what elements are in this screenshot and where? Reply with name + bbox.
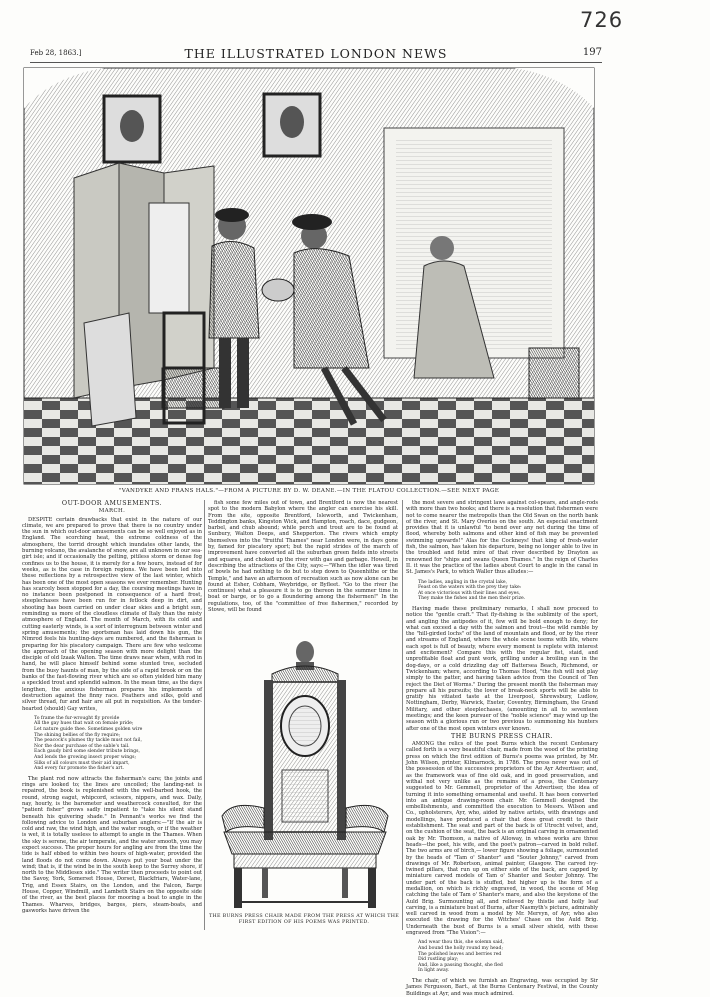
- newspaper-title: THE ILLUSTRATED LONDON NEWS: [184, 46, 448, 61]
- article-paragraph: fish some few miles out of town, and Brentford is now the nearest spot to the modern Babylon where the angler can exercise his skill. From the site, opposite Brentford, Isleworth, and Twickenham, Teddington banks, Kingston Wick, and Hampton, roach, dace, gudgeon, barbel, and chub abound; while perch and trout are to be found at Sunbury, Walton Deeps, and Shepperton. The rivers which empty themselves into the "fruitful Thames" near London were, in days gone by, famed for piscatory sport; but the rapid strides of the march of improvement have converted all the suburban green fields into streets and squares, and choked up the river with gas and garbage. Howell, in describing the attractions of the City, says:—"When the idler was tired of bowls he had nothing to do but to step down to Queenhithe or the Temple," and have an afternoon of recreation such as now alone can be found at Esher, Cobham, Weybridge, or Byfleet. "Go to the river (he continues) what a pleasure it is to go thereon in the summer time in boat or barge, or to go a floundering among the fishermen!" In the regulations, too, of the "committee of free fishermen," recorded by Stowe, will be found: [208, 500, 398, 614]
- article-paragraph: DESPITE certain drawbacks that exist in the nature of our climate, we are prepared to prove that there is no country under the sun in which out-door amusements can be so well enjoyed as in England. The scorching heat, the extreme coldness of the atmosphere, the torrid drought which inundates other lands, the burning volcano, the avalanche of snow, are all unknown in our sea-girt isle; and if occasionally the pelting, pitiless storm or dense fog confines us to the house, it is merely for a few hours, instead of for weeks, as is the case in foreign regions. We have been led into these reflections by a retrospective view of the last winter, which has been one of the most open seasons we ever remember. Hunting has scarcely been stopped for a day, the coursing meetings have in no instance been postponed in consequence of a hard frost, steeplechases have been run for in fetlock deep in dirt, and shooting has been carried on under clear skies and a bright sun, reminding us more of the cloudless climate of Italy than the misty atmosphere of England. The month of March, with its cold and cutting easterly winds, is a sort of interregnum between winter and spring amusements; the sportsman has laid down his gun, the Nimrod feels his hunting-days are numbered, and the fisherman is preparing for his piscatory campaign. There are few who welcome the approach of the opening season with more delight than the disciple of old Izaak Walton. The time draws near when, with rod in hand, he will place himself behind some stunted tree, secluded from the busy haunts of man, by the side of a rapid brook or on the banks of the fast-flowing river which are so often yielded him many a speckled trout and splendid salmon. In the mean time, as the days lengthen, the anxious fisherman prepares his implements of destruction against the finny race. Feathers and silks, gold and silver thread, fur and hair are all put in requisition. As the tender-hearted (should) Gay writes,: [22, 516, 202, 712]
- easel-canvas: [149, 203, 189, 313]
- column-middle-text: [208, 500, 398, 630]
- engraving-caption: "VANDYKE AND FRANS HALS."—FROM A PICTURE BY D. W. DEANE.—IN THE FLATOU COLLECTION.—SEE NEXT PAGE: [118, 488, 500, 494]
- article-paragraph: The plant rod now attracts the fisherman's care; the joints and rings are looked to; the lines are uncoiled; the landing-net is repaired, the book is replenished with the well-barbed hook, the round, strong eagut, whipcord, scissors, nippers, and wax. Daily, nay, hourly, is the barometer and weathercock consulted, for the "patient fisher" grows sadly impatient to "take his silent stand beneath his quivering shade." In Pennant's works we find the following advice to London and suburban anglers:—"If the air is cold and raw, the wind high, and the water rough, or if the weather is wet, it is totally useless to attempt to angle in the Thames. When the sky is serene, the air temperate, and the water smooth, you may expect success. The proper hours for angling are from the time the tide is half ebbed to within two hours of high-water, provided the land floods do not come down. Always put your boat under the wind; that is, if the wind be in the south keep to the Surrey shore, if north to the Middlesex side." The writer then proceeds to point out the Savoy, York, Somerset House, Dorset, Blackfriars, Water-lane, Trig, and Essex Stairs, on the London, and the Falcon, Barge House, Copper, Windmill, and Lambeth Stairs on the opposite side of the river, as the best places for mooring a boat to angle in the Thames. Wharves, bridges, barges, piers, steam-boats, and gasworks have driven the: [22, 775, 202, 914]
- column-out-door-amusements: [22, 500, 202, 930]
- article-paragraph: AMONG the relics of the poet Burns which the recent Centenary called forth is a very beautiful chair, made from the wood of the printing press on which the first edition of Burns's poems was printed, by Mr. John Wilson, printer, Kilmarnock, in 1786. The press never was out of the possession of the successive proprietors of the Ayr Advertiser; and, as the framework was of fine old oak, and in good preservation, and withal not very unlike as the remains of a press, the Centenary suggested to Mr. Gemmell, proprietor of the Advertiser, the idea of turning it into something ornamental and useful. It has been converted into an antique drawing-room chair. Mr. Gemmell designed the embellishments, and committed the execution to Messrs. Wilson and Co., upholsterers, Ayr, who, aided by native artists, with drawings and modellings, have produced a chair that does great credit to their establishment. The seat and part of the back is of Utrecht velvet, and, on the cushion of the seat, the back is an original carving in ornamented oak by Mr. Thomson, a native of Alloway, in whose works are three heads—the poet, his wife, and the poet's patron—carved in bold relief. The two arms are of birch,— lower figure showing a foliage, surmounted by the heads of "Tam o' Shanter" and "Souter Johnny," carved from drawings of Mr. Robertson, animal painter, Glasgow. The carved ivy-twined pillars, that run up on either side of the back, are capped by miniature carved models of Tam o' Shanter and Souter Johnny. The under part of the back is stuffed, but higher up is the form of a medallion, on which is richly engraved, in wood, the scene of Meg catching the tale of Tam o' Shanter's mare, and also the keystone of the Auld Brig. Surmounting all, and relieved by thistle and holly leaf carving, is a miniature bust of Burns, after Nasmyth's picture, admirably well carved in wood from a model by Mr. Mervyn, of Ayr, who also executed the drawing for the Witches' Chase on the Auld Brig. Underneath the bust of Burns is a small silver shield, with these engraved from "The Vision":—: [406, 741, 598, 937]
- burns-press-chair-engraving: [212, 640, 398, 912]
- column-rule: [402, 500, 403, 930]
- leaning-portrait: [84, 313, 136, 426]
- handwritten-page-note: 726: [580, 8, 624, 32]
- section-heading-burns-chair: THE BURNS PRESS CHAIR.: [451, 732, 553, 740]
- chair-figure-caption: THE BURNS PRESS CHAIR MADE FROM THE PRESS AT WHICH THE FIRST EDITION OF HIS POEMS WAS PRINTED.: [208, 914, 400, 925]
- verse-block: To frame the fur-wrought fly provide All the gay hues that wait on female pride; Let nature guide thee. Sometimes golden wire The shining bellies of the fly require; The peacock's plumes thy tackle must not fail, Nor the dear purchase of the sable's tail. Each gaudy bird some slender tribute brings, And lends the growing insect proper wings; Silks of all colours must their aid impart, And every fur promote the fisher's art.: [34, 715, 143, 772]
- article-subheading: MARCH.: [98, 508, 126, 515]
- page-number: 197: [582, 47, 602, 58]
- issue-date: Feb 28, 1863.]: [30, 49, 82, 57]
- engraving-vandyke-and-frans-hals: [24, 68, 594, 484]
- article-heading: OUT-DOOR AMUSEMENTS.: [61, 500, 163, 507]
- side-table: [529, 348, 579, 398]
- masthead: [30, 44, 602, 63]
- verse-block: And wear thou this, she solemn said, And bound the holly round my head; The polished leaves and berries red Did rustling play; And, like a passing thought, she fled In light away.: [418, 940, 504, 974]
- article-paragraph: The chair, of which we furnish an Engraving, was occupied by Sir James Fergusson, Bart., at the Burns Centenary Festival, in the County Buildings at Ayr, and was much admired.: [406, 977, 598, 997]
- verse-block: The ladies, angling in the crystal lake, Feast on the waters with the prey they take: At once victorious with their lines and eyes, They make the fishes and the men their prize.: [418, 579, 526, 602]
- column-right-text: [406, 500, 598, 997]
- column-rule: [204, 500, 205, 930]
- article-paragraph: Having made these preliminary remarks, I shall now proceed to notice the "gentle craft." That fly-fishing is the sublimity of the sport, and angling the antipodes of it, few will be bold enough to deny; for what can exceed a day with the salmon and trout—the wild ramble by the "hill-girded lochs" of the land of mountain and flood, or by the river and streams of England, where the whole scene teems with life, where each spot is full of beauty, where every moment is replete with interest and excitement? Compare this with the regular fist, staid, and unprofitable float and punt work, grilling under a broiling sun in the dog-days, or a cold drizzling day off Battersea Beach, Richmond, or Twickenham; where, according to Thomas Hood, "the fish will not play simply to the patter, and having taken advice from the Council of Ten reject the Diet of Worms." During the present month the fisherman may prepare all his pursuits; the lover of break-neck sports will be able to gratify his vitiated taste at the Liverpool, Shrewsbury, Ludlow, Nottingham, Derby, Warwick, Exeter, Coventry, Birmingham, the Grand Military, and other steeplechases, (amounting in all to seventeen meetings; and the keen pursuer of the "noble science" may wind up the season with a glorious run or two previous to summoning his hunters after one of the most open winters ever known.: [406, 605, 598, 732]
- article-paragraph: the most severe and stringent laws against col-spears, and angle-rods with more than two hooks; and there is a resolution that fishermen were not to come nearer the metropolis than the Old Swan on the north bank of the river, and St. Mary Overies on the south. An especial enactment provides that it is unlawful "to bend over any net during the time of flood, whereby both salmons and other kind of fish may be prevented swimming upwards!" Alas for the Cockneys! that king of fresh-water fish, the salmon, has taken his departure, being no longer able to live in the troubled and fetid mire of that river described by Drayton as renowned for "ships and swans Queen Thames." In the reign of Charles II. it was the practice of the ladies about Court to angle in the canal in St. James's Park, to which Waller thus alludes:—: [406, 500, 598, 576]
